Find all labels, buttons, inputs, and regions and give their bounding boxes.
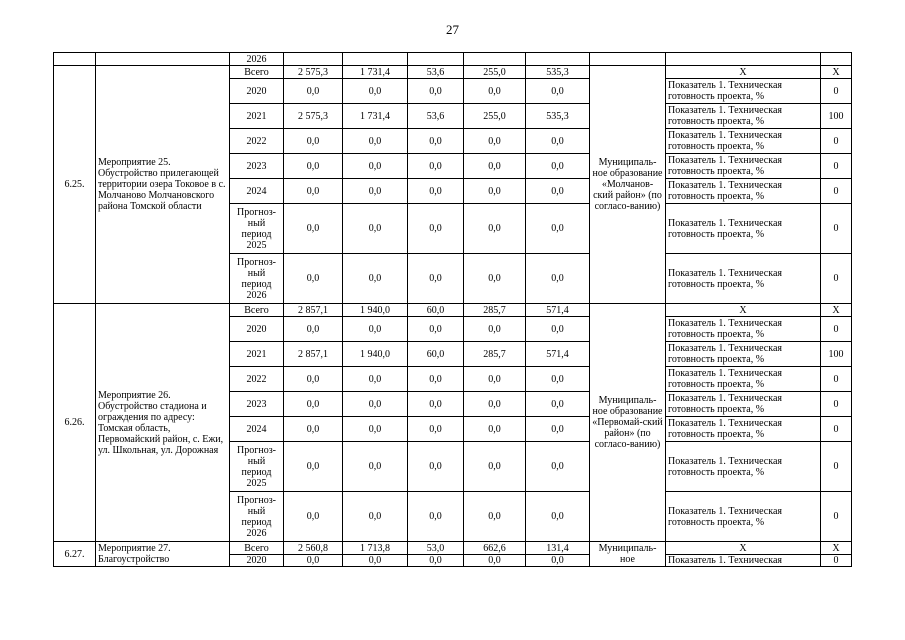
table-cell-amount: 0,0 [464,555,526,567]
table-cell-amount: 0,0 [526,555,590,567]
table-cell-amount: 0,0 [284,492,343,542]
table-cell-amount: 0,0 [526,204,590,254]
table-cell-amount: 1 940,0 [343,304,408,317]
indicator-value: 0 [821,129,852,154]
indicator-value: Х [821,66,852,79]
table-cell-amount: 0,0 [343,555,408,567]
table-cell-amount: 535,3 [526,66,590,79]
table-cell [343,53,408,66]
table-cell-year: 2021 [230,104,284,129]
table-cell-year: Всего [230,304,284,317]
indicator-name: Показатель 1. Техническая готовность проекта, % [666,442,821,492]
table-cell-amount: 0,0 [343,79,408,104]
table-cell-amount: 0,0 [526,154,590,179]
table-cell-amount: 0,0 [464,417,526,442]
table-cell-amount: 0,0 [284,442,343,492]
indicator-name: Показатель 1. Техническая готовность проекта, % [666,254,821,304]
indicator-value: 0 [821,392,852,417]
table-row [54,304,852,317]
table-cell [590,53,666,66]
table-cell-amount: 662,6 [464,542,526,555]
table-cell-amount: 0,0 [284,254,343,304]
table-cell-amount: 0,0 [343,442,408,492]
table-cell [666,53,821,66]
table-cell-year: Прогноз-ный период 2025 [230,442,284,492]
table-cell [408,53,464,66]
table-cell-amount: 2 575,3 [284,104,343,129]
table-cell-year: 2020 [230,555,284,567]
table-cell-year: 2023 [230,154,284,179]
table-cell-amount: 0,0 [464,367,526,392]
table-cell-year: 2023 [230,392,284,417]
table-cell-amount: 2 575,3 [284,66,343,79]
table-cell-amount: 0,0 [464,317,526,342]
table-cell-amount: 0,0 [343,317,408,342]
table-cell-amount: 1 731,4 [343,104,408,129]
table-cell-year: 2026 [230,53,284,66]
program-table [53,52,852,567]
table-cell-amount: 60,0 [408,342,464,367]
table-cell-amount: 53,6 [408,104,464,129]
table-cell-amount: 571,4 [526,304,590,317]
indicator-name: Показатель 1. Техническая готовность проекта, % [666,392,821,417]
table-cell-amount: 60,0 [408,304,464,317]
table-cell-amount: 0,0 [526,317,590,342]
indicator-name: Показатель 1. Техническая готовность проекта, % [666,79,821,104]
table-cell-amount: 0,0 [526,254,590,304]
table-cell-amount: 0,0 [526,179,590,204]
table-cell-amount: 535,3 [526,104,590,129]
table-cell [464,53,526,66]
table-cell-amount: 0,0 [284,417,343,442]
indicator-name: Х [666,542,821,555]
table-cell [821,53,852,66]
indicator-name: Показатель 1. Техническая готовность проекта, % [666,204,821,254]
table-body [54,53,852,567]
table-cell-year: 2024 [230,417,284,442]
indicator-value: 0 [821,492,852,542]
table-cell-year: 2022 [230,367,284,392]
table-cell-amount: 0,0 [408,79,464,104]
table-cell-amount: 0,0 [408,442,464,492]
table-cell-amount: 0,0 [284,367,343,392]
table-row [54,66,852,79]
table-cell-year: Всего [230,542,284,555]
table-cell-amount: 0,0 [343,254,408,304]
table-cell-amount: 0,0 [526,79,590,104]
table-cell-amount: 0,0 [408,417,464,442]
table-cell-amount: 0,0 [284,555,343,567]
table-row [54,542,852,555]
indicator-value: Х [821,542,852,555]
table-cell-amount: 0,0 [408,129,464,154]
table-cell-year: Прогноз-ный период 2026 [230,254,284,304]
indicator-value: 0 [821,417,852,442]
indicator-name: Показатель 1. Техническая [666,555,821,567]
table-cell-amount: 1 713,8 [343,542,408,555]
table-cell-amount: 0,0 [343,204,408,254]
table-cell-amount: 0,0 [464,154,526,179]
table-cell-amount: 0,0 [408,367,464,392]
table-cell-year: 2020 [230,79,284,104]
indicator-value: 100 [821,104,852,129]
indicator-value: 0 [821,317,852,342]
table-cell-amount: 131,4 [526,542,590,555]
indicator-name: Показатель 1. Техническая готовность проекта, % [666,492,821,542]
table-cell-amount: 0,0 [284,154,343,179]
table-cell-year: 2024 [230,179,284,204]
table-cell-amount: 0,0 [408,555,464,567]
section-number: 6.25. [54,66,96,304]
table-cell-amount: 285,7 [464,304,526,317]
table-cell-amount: 0,0 [464,392,526,417]
table-cell-amount: 0,0 [284,317,343,342]
table-cell-amount: 0,0 [464,179,526,204]
table-cell-amount: 571,4 [526,342,590,367]
activity-name: Мероприятие 27. Благоустройство [96,542,230,567]
section-number: 6.27. [54,542,96,567]
table-cell-year: 2020 [230,317,284,342]
table-cell [284,53,343,66]
table-cell-amount: 0,0 [408,492,464,542]
table-cell-year: Всего [230,66,284,79]
table-cell-amount: 2 857,1 [284,304,343,317]
table-cell-amount: 285,7 [464,342,526,367]
table-cell-amount: 0,0 [284,392,343,417]
table-cell-amount: 0,0 [464,79,526,104]
table-cell-year: 2022 [230,129,284,154]
table-cell-amount: 0,0 [408,154,464,179]
table-cell-amount: 0,0 [464,442,526,492]
table-cell-amount: 0,0 [526,367,590,392]
table-cell-amount: 0,0 [284,179,343,204]
table-cell [96,53,230,66]
table-cell-amount: 1 940,0 [343,342,408,367]
table-cell-amount: 0,0 [343,154,408,179]
indicator-value: Х [821,304,852,317]
indicator-value: 0 [821,179,852,204]
executor-name: Муниципаль-ное [590,542,666,567]
table-cell-amount: 0,0 [408,204,464,254]
table-cell-amount: 0,0 [343,492,408,542]
activity-name: Мероприятие 26. Обустройство стадиона и ограждения по адресу: Томская область, Первомайский район, с. Ежи, ул. Школьная, ул. Дорожная [96,304,230,542]
indicator-name: Показатель 1. Техническая готовность проекта, % [666,179,821,204]
section-number: 6.26. [54,304,96,542]
table-cell-amount: 0,0 [526,492,590,542]
indicator-name: Показатель 1. Техническая готовность проекта, % [666,367,821,392]
indicator-value: 0 [821,442,852,492]
table-cell-amount: 0,0 [408,179,464,204]
table-cell-amount: 0,0 [464,204,526,254]
table-row [54,53,852,66]
table-cell-year: Прогноз-ный период 2025 [230,204,284,254]
table-cell-amount: 0,0 [526,129,590,154]
table-cell-amount: 0,0 [464,492,526,542]
table-cell-amount: 0,0 [464,254,526,304]
indicator-value: 0 [821,154,852,179]
indicator-value: 0 [821,79,852,104]
table-cell-amount: 255,0 [464,104,526,129]
table-cell [54,53,96,66]
table-cell-amount: 0,0 [526,442,590,492]
table-cell-amount: 53,0 [408,542,464,555]
indicator-name: Х [666,66,821,79]
table-cell-amount: 0,0 [408,392,464,417]
activity-name: Мероприятие 25. Обустройство прилегающей территории озера Токовое в с. Молчаново Молчановского района Томской области [96,66,230,304]
indicator-name: Показатель 1. Техническая готовность проекта, % [666,154,821,179]
indicator-value: 0 [821,555,852,567]
table-cell-amount: 0,0 [343,392,408,417]
table-cell-amount: 0,0 [284,79,343,104]
table-cell-amount: 0,0 [343,179,408,204]
table-cell-amount: 0,0 [343,417,408,442]
table-cell-amount: 0,0 [343,129,408,154]
indicator-value: 0 [821,254,852,304]
indicator-name: Показатель 1. Техническая готовность проекта, % [666,104,821,129]
table-cell-year: 2021 [230,342,284,367]
indicator-name: Показатель 1. Техническая готовность проекта, % [666,342,821,367]
table-cell-amount: 0,0 [464,129,526,154]
indicator-name: Показатель 1. Техническая готовность проекта, % [666,129,821,154]
table-cell [526,53,590,66]
table-cell-amount: 2 857,1 [284,342,343,367]
table-cell-amount: 0,0 [526,392,590,417]
table-cell-amount: 0,0 [408,317,464,342]
indicator-name: Х [666,304,821,317]
table-cell-amount: 255,0 [464,66,526,79]
table-cell-year: Прогноз-ный период 2026 [230,492,284,542]
table-cell-amount: 1 731,4 [343,66,408,79]
table-cell-amount: 2 560,8 [284,542,343,555]
indicator-name: Показатель 1. Техническая готовность проекта, % [666,317,821,342]
indicator-value: 0 [821,204,852,254]
table-cell-amount: 0,0 [408,254,464,304]
executor-name: Муниципаль-ное образование «Первомай-ский район» (по согласо-ванию) [590,304,666,542]
table-cell-amount: 0,0 [526,417,590,442]
indicator-value: 0 [821,367,852,392]
table-cell-amount: 0,0 [343,367,408,392]
table-cell-amount: 0,0 [284,129,343,154]
page-number: 27 [446,22,459,37]
table-cell-amount: 53,6 [408,66,464,79]
indicator-name: Показатель 1. Техническая готовность проекта, % [666,417,821,442]
table-cell-amount: 0,0 [284,204,343,254]
executor-name: Муниципаль-ное образование «Молчанов-ский район» (по согласо-ванию) [590,66,666,304]
indicator-value: 100 [821,342,852,367]
